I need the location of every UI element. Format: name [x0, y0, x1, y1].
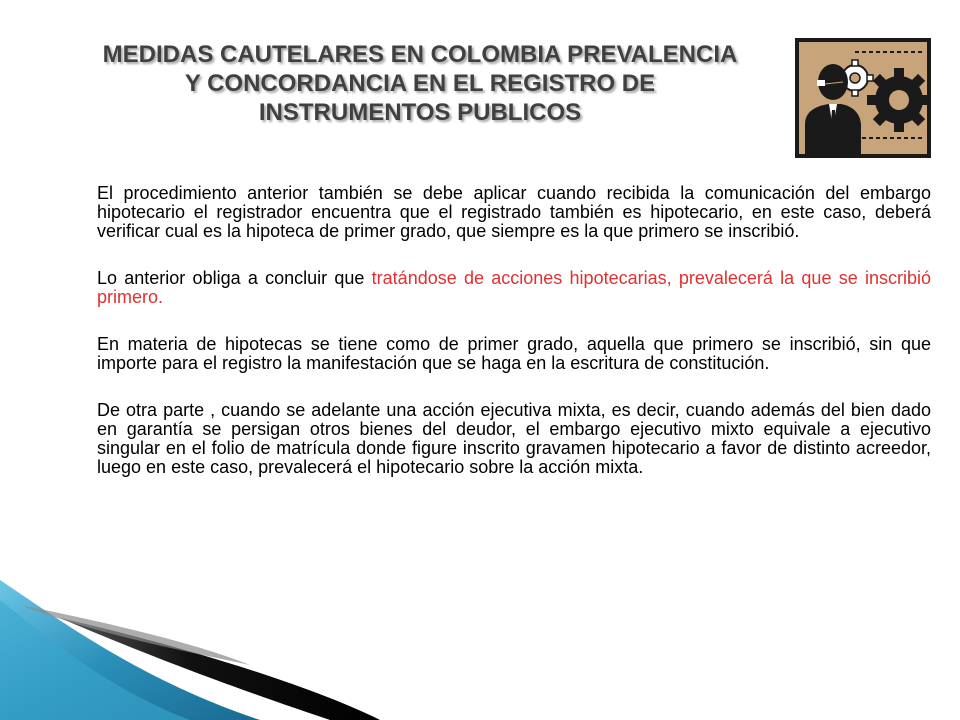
paragraph-4: De otra parte , cuando se adelante una acción ejecutiva mixta, es decir, cuando además del bien dado en garantía se persigan otros bienes del deudor, el embargo ejecutivo mixto equivale a ejecutivo singular en el folio de matrícula donde figure inscrito gravamen hipotecario a favor de distinto acreedor, luego en este caso, prevalecerá el hipotecario sobre la acción mixta. [97, 400, 931, 477]
slide-title [40, 40, 800, 127]
body-text [97, 184, 931, 505]
paragraph-3: En materia de hipotecas se tiene como de primer grado, aquella que primero se inscribió, sin que importe para el registro la manifestación que se haga en la escritura de constitución. [97, 334, 931, 373]
paragraph-2-highlight: tratándose de acciones hipotecarias, prevalecerá la que se inscribió primero. [97, 268, 931, 307]
business-gears-clipart-icon [795, 38, 931, 158]
title-line-1: MEDIDAS CAUTELARES EN COLOMBIA PREVALENCIA [102, 41, 738, 68]
paragraph-2 [97, 269, 931, 307]
paragraph-2-plain: Lo anterior obliga a concluir que [97, 268, 372, 288]
title-line-3: INSTRUMENTOS PUBLICOS [258, 99, 582, 126]
title-line-2: Y CONCORDANCIA EN EL REGISTRO DE [184, 70, 656, 97]
paragraph-1: El procedimiento anterior también se debe aplicar cuando recibida la comunicación del embargo hipotecario el registrador encuentra que el registrado también es hipotecario, en este caso, deberá verificar cual es la hipoteca de primer grado, que siempre es la que primero se inscribió. [97, 183, 931, 241]
